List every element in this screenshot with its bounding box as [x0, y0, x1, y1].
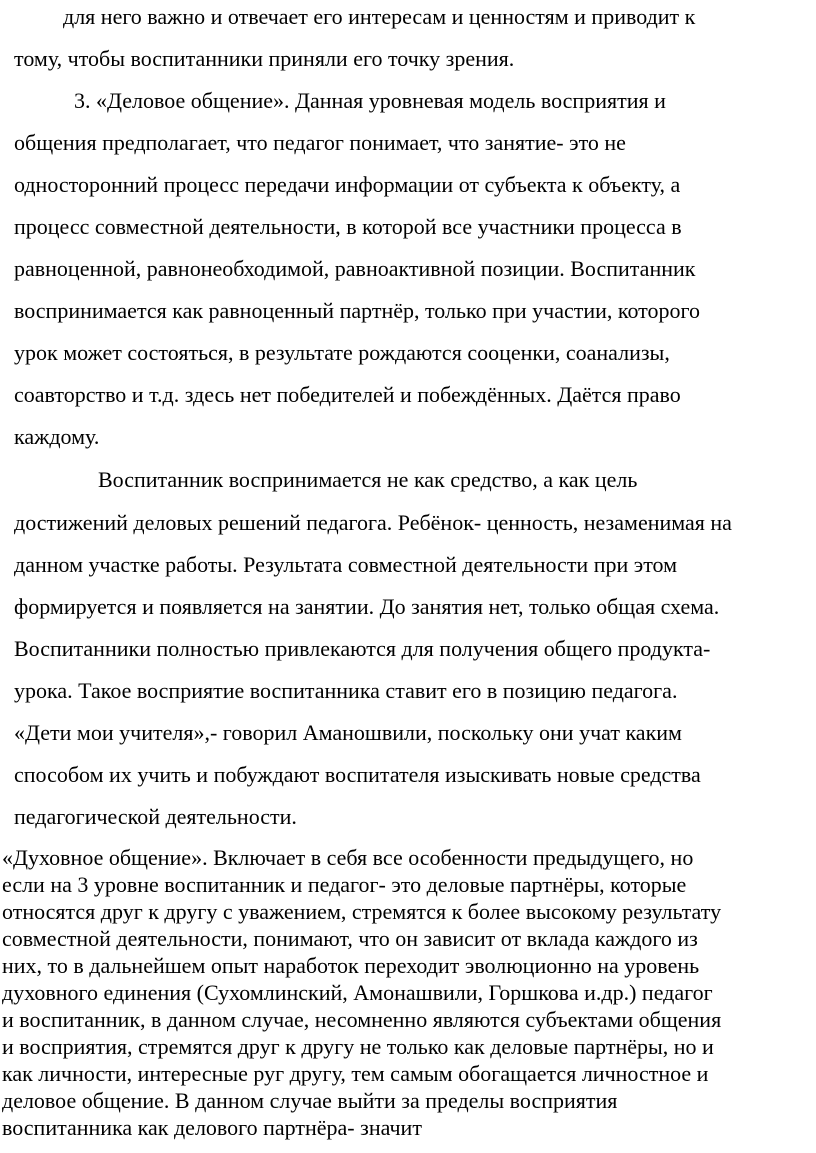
text-line: каждому. [14, 424, 100, 449]
text-line: «Духовное общение». Включает в себя все особенности предыдущего, но [2, 845, 694, 870]
text-line: достижений деловых решений педагога. Ребёнок- ценность, незаменимая на [14, 510, 732, 535]
text-line: для него важно и отвечает его интересам и ценностям и приводит к [63, 4, 696, 29]
text-line: способом их учить и побуждают воспитателя изыскивать новые средства [14, 762, 701, 787]
text-line: тому, чтобы воспитанники приняли его точку зрения. [14, 46, 515, 71]
text-line: и восприятия, стремятся друг к другу не только как деловые партнёры, но и [2, 1034, 714, 1059]
text-line: деловое общение. В данном случае выйти за пределы восприятия [2, 1088, 618, 1113]
text-line: односторонний процесс передачи информации от субъекта к объекту, а [14, 172, 681, 197]
text-line: «Дети мои учителя»,- говорил Аманошвили, поскольку они учат каким [14, 720, 682, 745]
text-line: если на 3 уровне воспитанник и педагог- это деловые партнёры, которые [2, 872, 687, 897]
text-line: духовного единения (Сухомлинский, Амонашвили, Горшкова и.др.) педагог [2, 980, 713, 1005]
text-line: Воспитанник воспринимается не как средство, а как цель [98, 467, 638, 492]
text-line: и воспитанник, в данном случае, несомненно являются субъектами общения [2, 1007, 722, 1032]
text-line: педагогической деятельности. [14, 804, 297, 829]
text-line: урок может состояться, в результате рождаются сооценки, соанализы, [14, 340, 670, 365]
text-line: общения предполагает, что педагог понимает, что занятие- это не [14, 130, 626, 155]
text-line: совместной деятельности, понимают, что он зависит от вклада каждого из [2, 926, 698, 951]
text-line: равноценной, равнонеобходимой, равноактивной позиции. Воспитанник [14, 256, 696, 281]
text-line: Воспитанники полностью привлекаются для получения общего продукта- [14, 636, 711, 661]
text-line: 3. «Деловое общение». Данная уровневая модель восприятия и [74, 88, 666, 113]
text-line: них, то в дальнейшем опыт наработок переходит эволюционно на уровень [2, 953, 700, 978]
text-line: процесс совместной деятельности, в которой все участники процесса в [14, 214, 682, 239]
text-line: воспринимается как равноценный партнёр, только при участии, которого [14, 298, 700, 323]
text-line: данном участке работы. Результата совместной деятельности при этом [14, 552, 678, 577]
text-line: урока. Такое восприятие воспитанника ставит его в позицию педагога. [14, 678, 678, 703]
text-line: соавторство и т.д. здесь нет победителей и побеждённых. Даётся право [14, 382, 681, 407]
text-line: как личности, интересные руг другу, тем самым обогащается личностное и [2, 1061, 709, 1086]
text-line: воспитанника как делового партнёра- значит [2, 1115, 422, 1140]
text-line: относятся друг к другу с уважением, стремятся к более высокому результату [2, 899, 722, 924]
text-line: формируется и появляется на занятии. До занятия нет, только общая схема. [14, 594, 720, 619]
